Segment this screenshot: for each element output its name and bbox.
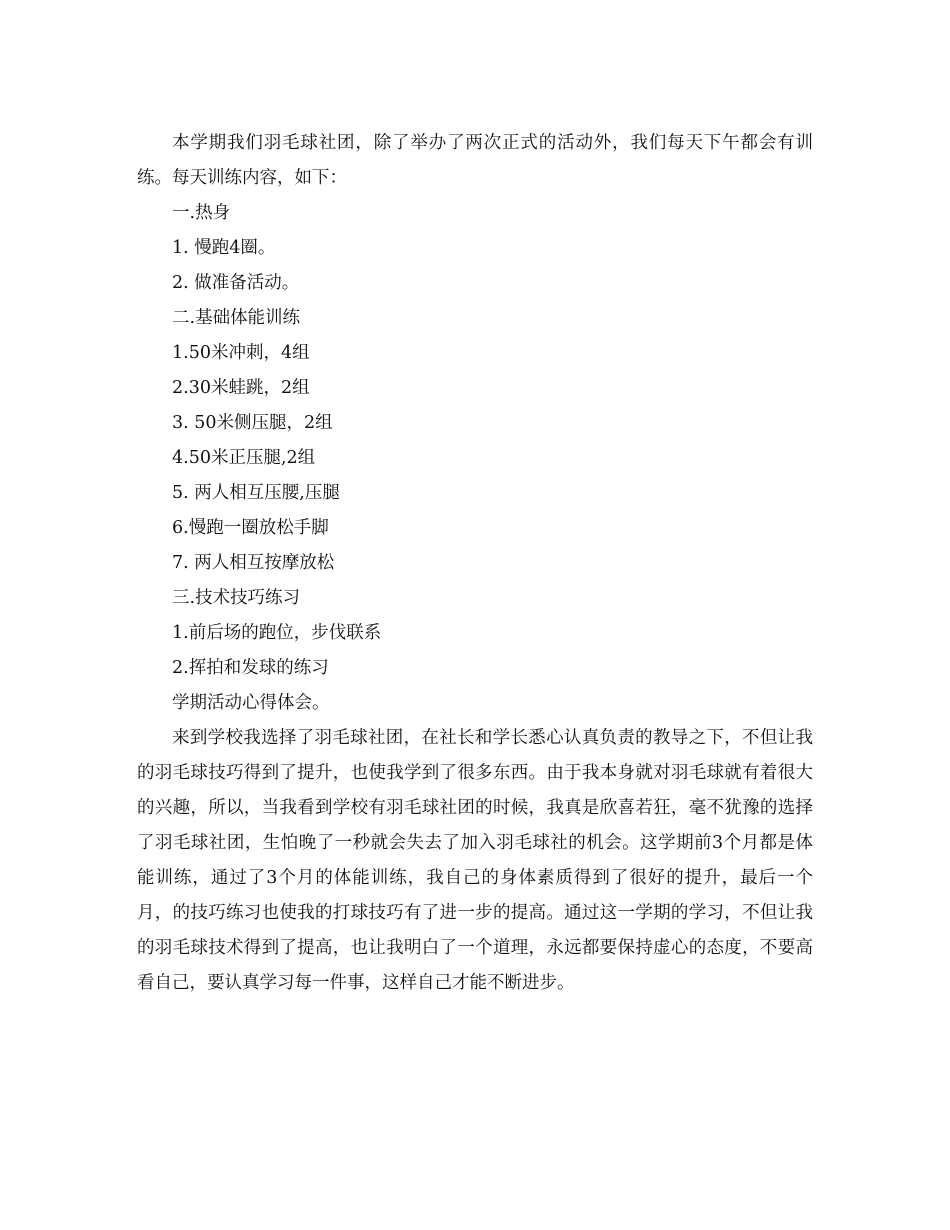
list-item: 4.50米正压腿,2组 [172,448,316,468]
list-item: 6.慢跑一圈放松手脚 [172,518,329,538]
list-item: 2.挥拍和发球的练习 [172,658,329,678]
section-heading-reflection: 学期活动心得体会。 [172,693,330,713]
section-heading-warmup: 一.热身 [172,203,231,223]
reflection-paragraph: 来到学校我选择了羽毛球社团，在社长和学长悉心认真负责的教导之下，不但让我的羽毛球技巧得到了提升，也使我学到了很多东西。由于我本身就对羽毛球就有着很大的兴趣，所以，当我看到学校有羽毛球社团的时候，我真是欣喜若狂，毫不犹豫的选择了羽毛球社团，生怕晚了一秒就会失去了加入羽毛球社的机会。这学期前3个月都是体能训练，通过了3个月的体能训练，我自己的身体素质得到了很好的提升，最后一个月，的技巧练习也使我的打球技巧有了进一步的提高。通过这一学期的学习，不但让我的羽毛球技术得到了提高，也让我明白了一个道理，永远都要保持虚心的态度，不要高看自己，要认真学习每一件事，这样自己才能不断进步。 [137,728,813,993]
list-item: 1.50米冲刺，4组 [172,343,310,363]
list-item: 1. 慢跑4圈。 [172,238,276,258]
document-body [137,126,813,1001]
list-item: 1.前后场的跑位，步伐联系 [172,623,382,643]
intro-paragraph: 本学期我们羽毛球社团，除了举办了两次正式的活动外，我们每天下午都会有训练。每天训练内容，如下： [137,133,813,188]
list-item: 2. 做准备活动。 [172,273,300,293]
section-heading-fitness: 二.基础体能训练 [172,308,301,328]
list-item: 2.30米蛙跳，2组 [172,378,310,398]
section-heading-technique: 三.技术技巧练习 [172,588,301,608]
list-item: 5. 两人相互压腰,压腿 [172,483,340,503]
list-item: 7. 两人相互按摩放松 [172,553,335,573]
list-item: 3. 50米侧压腿，2组 [172,413,333,433]
